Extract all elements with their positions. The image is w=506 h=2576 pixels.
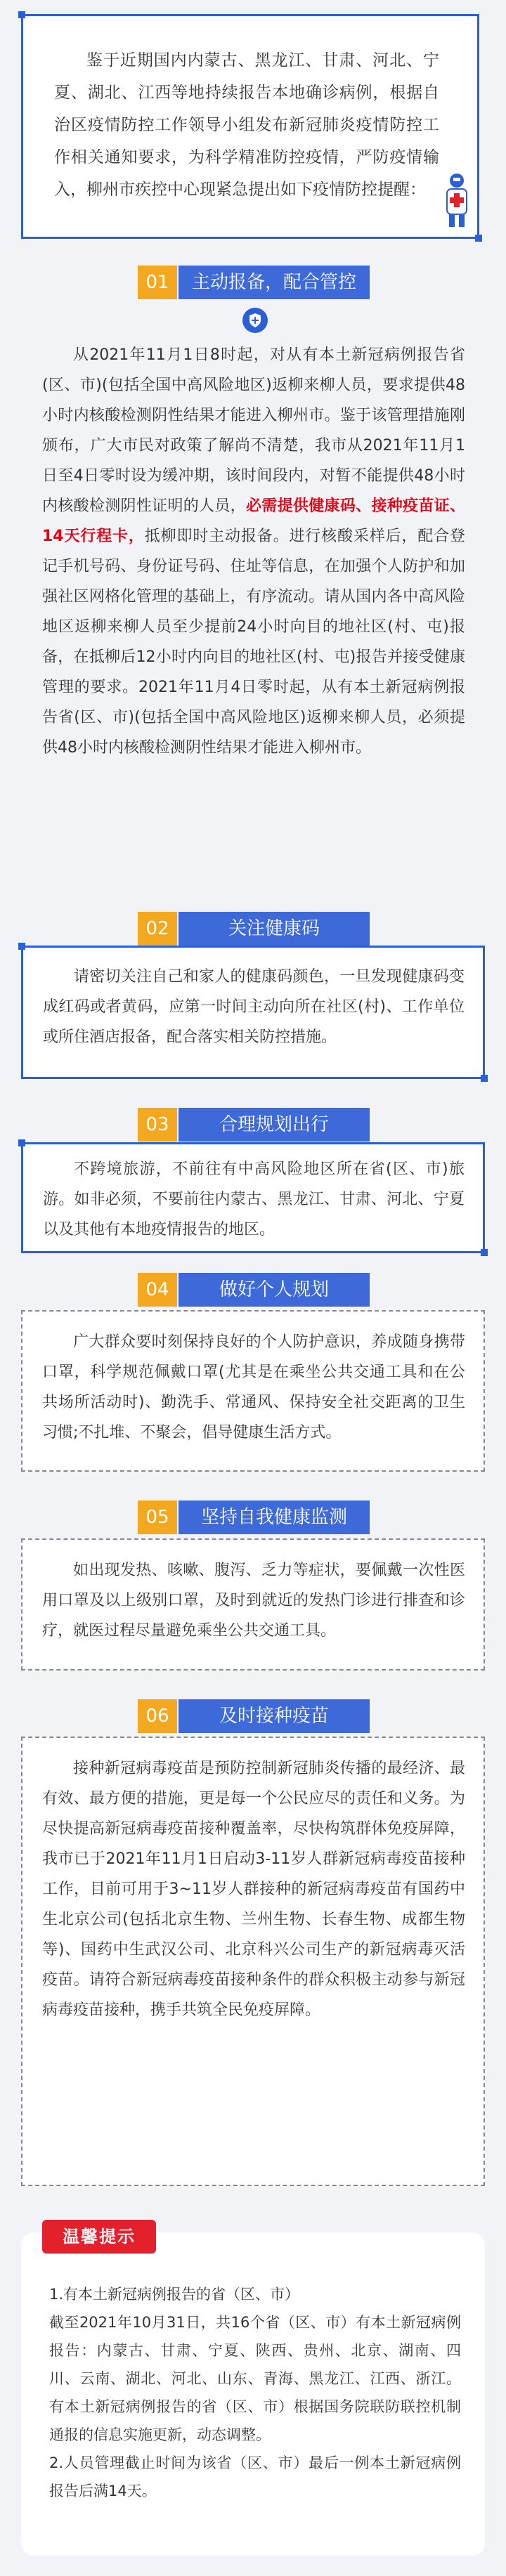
- doctor-mascot-icon: [441, 171, 473, 230]
- corner-decoration: [481, 1249, 488, 1256]
- shield-icon: [242, 308, 268, 333]
- section-04-heading: [138, 1273, 370, 1307]
- section-05-body: [21, 1538, 485, 1671]
- section-04-body: [21, 1310, 485, 1472]
- corner-decoration: [481, 1075, 488, 1082]
- tips-label: 温馨提示: [42, 2220, 156, 2254]
- section-05-heading: [138, 1501, 370, 1534]
- section-02-text: 请密切关注自己和家人的健康码颜色，一旦发现健康码变成红码或者黄码，应第一时间主动向所在社区(村)、工作单位或所住酒店报备，配合落实相关防控措施。: [43, 968, 465, 1046]
- section-03-body: [21, 1142, 485, 1253]
- intro-box: [21, 14, 479, 239]
- section-01-body: [21, 336, 485, 898]
- section-05-text: 如出现发热、咳嗽、腹泻、乏力等症状，要佩戴一次性医用口罩及以上级别口罩，及时到就近的发热门诊进行排查和诊疗，就医过程尽量避免乘坐公共交通工具。: [42, 1562, 465, 1640]
- section-number: 01: [138, 266, 177, 299]
- section-title: 关注健康码: [179, 912, 370, 946]
- section-title: 合理规划出行: [179, 1108, 370, 1142]
- section-title: 做好个人规划: [179, 1273, 370, 1307]
- section-title: 主动报备，配合管控: [179, 266, 370, 299]
- section-01-text: 从2021年11月1日8时起，对从有本土新冠病例报告省(区、市)(包括全国中高风险地区)返柳来柳人员，要求提供48小时内核酸检测阴性结果才能进入柳州市。鉴于该管理措施刚颁布，广大市民对政策了解尚不清楚，我市从2021年11月1日至4日零时设为缓冲期，该时间段内，对暂不能提供48小时内核酸检测阴性证明的人员，必需提供健康码、接种疫苗证、14天行程卡，抵柳即时主动报备。进行核酸采样后，配合登记手机号码、身份证号码、住址等信息，在加强个人防护和加强社区网格化管理的基础上，有序流动。请从国内各中高风险地区返柳来柳人员至少提前24小时向目的地社区(村、屯)报备，在抵柳后12小时内向目的地社区(村、屯)报告并接受健康管理的要求。2021年11月4日零时起，从有本土新冠病例报告省(区、市)(包括全国中高风险地区)返柳来柳人员，必须提供48小时内核酸检测阴性结果才能进入柳州市。: [42, 346, 465, 757]
- section-number: 02: [138, 912, 177, 946]
- corner-decoration: [475, 235, 482, 242]
- section-number: 04: [138, 1273, 177, 1307]
- tips-item-1-text: 截至2021年10月31日，共16个省（区、市）有本土新冠病例报告：内蒙古、甘肃、宁夏、陕西、贵州、北京、湖南、四川、云南、湖北、河北、山东、青海、黑龙江、江西、浙江。有本土新冠病例报告的省（区、市）根据国务院联防联控机制通报的信息实施更新，动态调整。: [49, 2314, 461, 2443]
- section-03-text: 不跨境旅游，不前往有中高风险地区所在省(区、市)旅游。如非必须，不要前往内蒙古、黑龙江、甘肃、河北、宁夏以及其他有本地疫情报告的地区。: [43, 1160, 465, 1238]
- section-number: 05: [138, 1501, 177, 1534]
- highlight-text: 必需提供健康码、接种疫苗证、14天行程卡，: [42, 497, 465, 545]
- section-04-text: 广大群众要时刻保持良好的个人防护意识，养成随身携带口罩，科学规范佩戴口罩(尤其是在乘坐公共交通工具和在公共场所活动时)、勤洗手、常通风、保持安全社交距离的卫生习惯;不扎堆、不聚会，倡导健康生活方式。: [42, 1333, 465, 1441]
- section-06-body: [21, 1737, 485, 2186]
- section-title: 及时接种疫苗: [179, 1699, 370, 1733]
- section-02-body: [21, 946, 485, 1079]
- section-title: 坚持自我健康监测: [179, 1501, 370, 1534]
- tips-item-1-title: 1.有本土新冠病例报告的省（区、市）: [49, 2286, 300, 2303]
- section-02-heading: [138, 912, 370, 946]
- corner-decoration: [18, 1139, 25, 1146]
- section-01-heading: [138, 266, 370, 299]
- section-06-text: 接种新冠病毒疫苗是预防控制新冠肺炎传播的最经济、最有效、最方便的措施，更是每一个公民应尽的责任和义务。为尽快提高新冠病毒疫苗接种覆盖率，尽快构筑群体免疫屏障，我市已于2021年11月1日启动3-11岁人群新冠病毒疫苗接种工作，目前可用于3~11岁人群接种的新冠病毒疫苗有国药中生北京公司(包括北京生物、兰州生物、长春生物、成都生物等)、国药中生武汉公司、北京科兴公司生产的新冠病毒灭活疫苗。请符合新冠病毒疫苗接种条件的群众积极主动参与新冠病毒疫苗接种，携手共筑全民免疫屏障。: [42, 1760, 465, 2019]
- section-number: 06: [138, 1699, 177, 1733]
- tips-item-2-text: 2.人员管理截止时间为该省（区、市）最后一例本土新冠病例报告后满14天。: [49, 2454, 461, 2499]
- tips-box: [21, 2232, 485, 2556]
- section-03-heading: [138, 1108, 370, 1142]
- section-number: 03: [138, 1108, 177, 1142]
- corner-decoration: [18, 943, 25, 950]
- intro-text: 鉴于近期国内内蒙古、黑龙江、甘肃、河北、宁夏、湖北、江西等地持续报告本地确诊病例，根据自治区疫情防控工作领导小组发布新冠肺炎疫情防控工作相关通知要求，为科学精准防控疫情，严防疫情输入，柳州市疾控中心现紧急提出如下疫情防控提醒：: [54, 51, 439, 199]
- section-06-heading: [138, 1699, 370, 1733]
- corner-decoration: [18, 11, 25, 18]
